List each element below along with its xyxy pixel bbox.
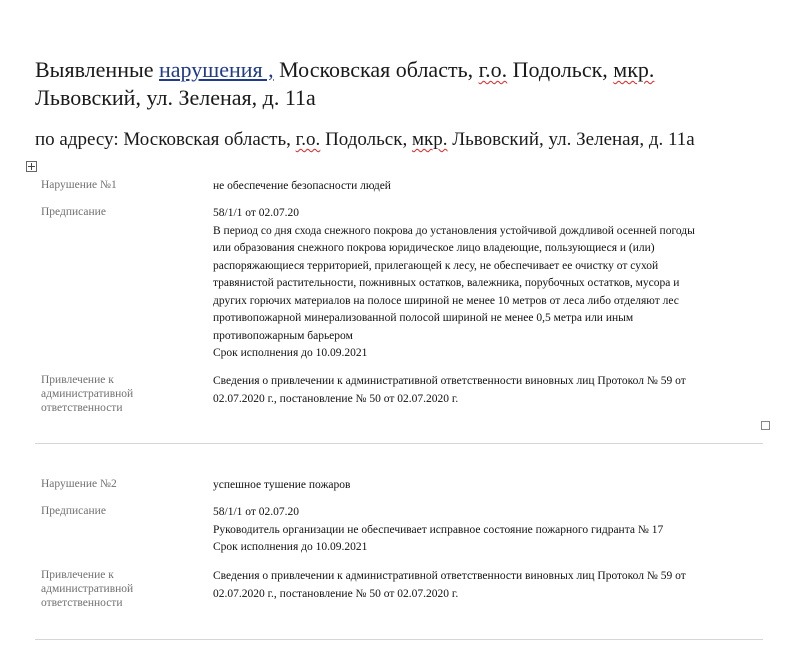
table-move-handle-icon[interactable] [26, 161, 37, 172]
spellcheck-mkr-2: мкр. [411, 129, 448, 150]
order-text-line: травянистой растительности, пожнивных остатков, валежника, порубочных остатков, мусора и [213, 277, 680, 289]
order-number: 58/1/1 от 02.07.20 [213, 506, 300, 518]
violation-value: успешное тушение пожаров [213, 479, 351, 491]
liability-value: Сведения о привлечении к административной ответственности виновных лиц Протокол № 59 от 02.07.2020 г., постановление № 50 от 02.07.2020 г. [213, 570, 686, 600]
document-title [35, 56, 775, 112]
order-value [213, 205, 753, 363]
title-line-2: Львовский, ул. Зеленая, д. 11а [35, 85, 316, 110]
violation-label: Нарушение №2 [41, 478, 117, 490]
order-number: 58/1/1 от 02.07.20 [213, 207, 300, 219]
title-line-1: Выявленные нарушения , Московская область, г.о. Подольск, мкр. [35, 57, 655, 82]
violation-label: Нарушение №1 [41, 179, 117, 191]
order-text-line: других горючих материалов на полосе шириной не менее 10 метров от леса либо отделяют лес [213, 294, 679, 307]
spellcheck-mkr: мкр. [613, 57, 655, 82]
order-deadline: Срок исполнения до 10.09.2021 [213, 541, 368, 553]
divider [35, 639, 763, 640]
violations-link[interactable]: нарушения , [159, 57, 274, 82]
spellcheck-go-2: г.о. [295, 129, 321, 150]
order-text-line: В период со дня схода снежного покрова до установления устойчивой дождливой осенней погоды [213, 224, 695, 237]
table-resize-handle-icon[interactable] [761, 421, 770, 430]
liability-value: Сведения о привлечении к административной ответственности виновных лиц Протокол № 59 от 02.07.2020 г., постановление № 50 от 02.07.2020 г. [213, 375, 686, 405]
order-text-line: противопожарным барьером [213, 329, 353, 342]
order-text-line: противопожарной минерализованной полосой шириной не менее 0,5 метра или иным [213, 312, 634, 324]
liability-label: Привлечение к административной ответственности [41, 374, 134, 414]
violation-value: не обеспечение безопасности людей [213, 180, 391, 192]
order-text-line: или образования снежного покрова юридическое лицо владеющие, пользующиеся и (или) [213, 242, 655, 254]
order-label: Предписание [41, 206, 106, 218]
address-line: по адресу: Московская область, г.о. Подольск, мкр. Львовский, ул. Зеленая, д. 11а [35, 129, 695, 150]
order-deadline: Срок исполнения до 10.09.2021 [213, 347, 368, 359]
order-text-line: распоряжающиеся территорией, прилегающей к лесу, не обеспечивает ее очистку от сухой [213, 259, 659, 272]
divider [35, 443, 763, 444]
spellcheck-go: г.о. [478, 57, 508, 82]
order-label: Предписание [41, 505, 106, 517]
liability-label: Привлечение к административной ответственности [41, 569, 134, 609]
order-text-line: Руководитель организации не обеспечивает исправное состояние пожарного гидранта № 17 [213, 523, 664, 536]
order-value [213, 504, 753, 557]
